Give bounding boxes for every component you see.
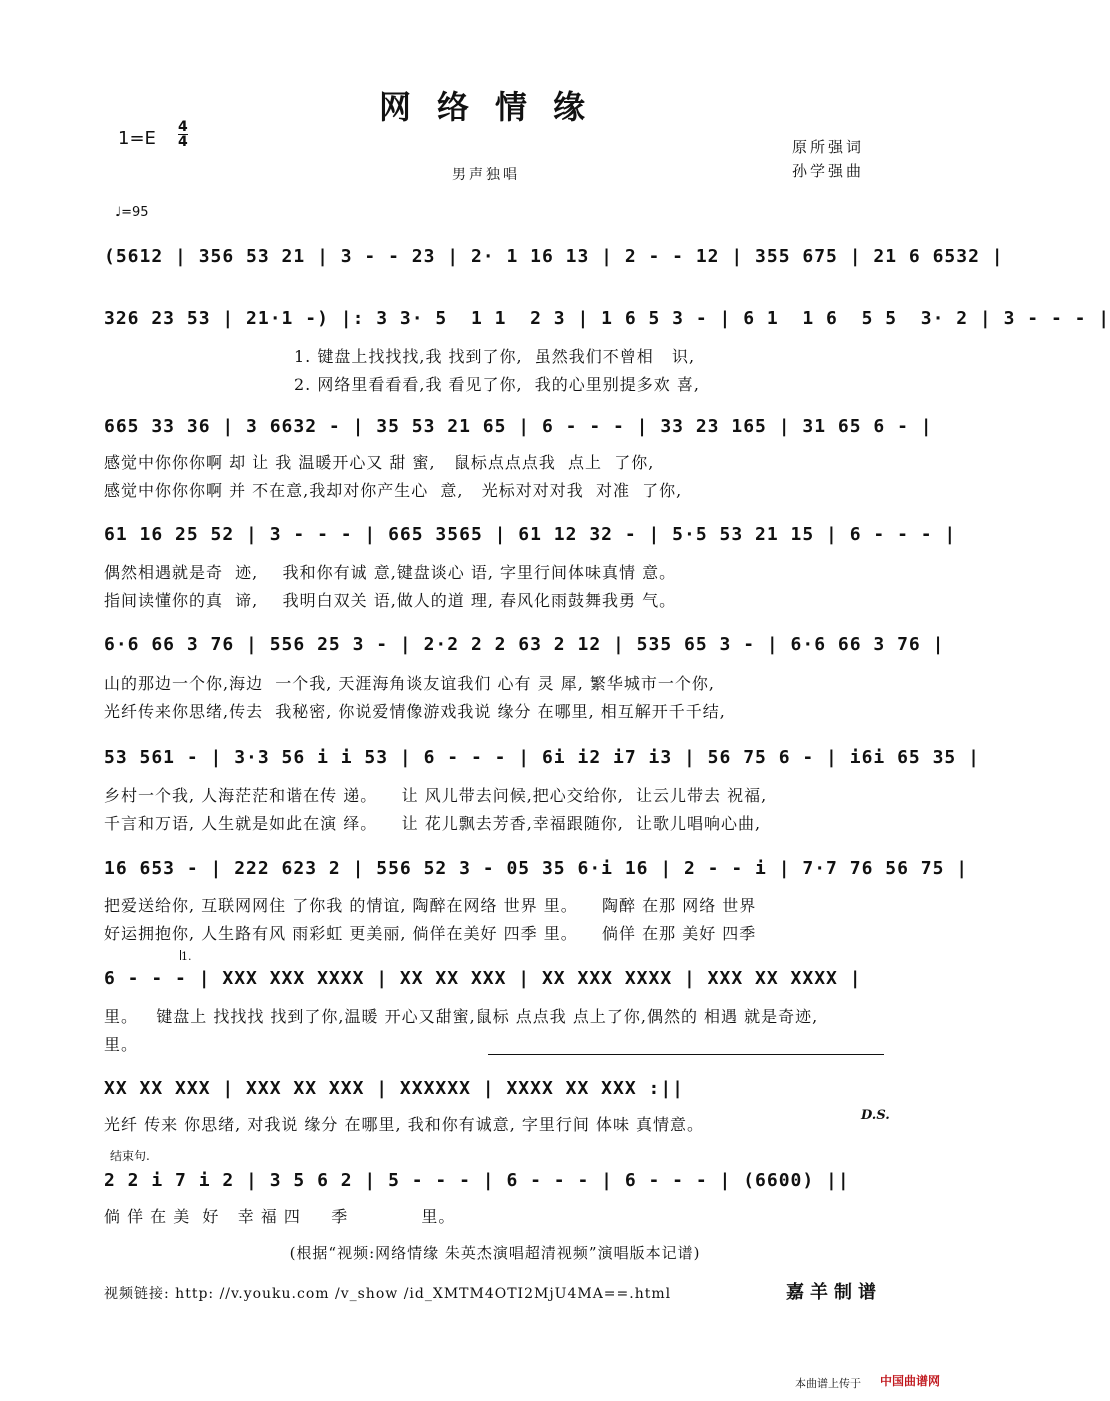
lyric-verse-1: 倘 佯 在 美 好 幸 福 四 季 里。 [104,1207,456,1226]
lyric-verse-2: 指间读懂你的真 谛, 我明白双关 语,做人的道 理, 春风化雨鼓舞我勇 气。 [104,591,677,610]
page-title: 网络情缘 [378,88,611,126]
notation-row: 16 653 - | 222 623 2 | 556 52 3 - 05 35 6·i 16 | 2 - - i | 7·7 76 56 75 | [104,858,969,879]
notation-row: 665 33 36 | 3 6632 - | 35 53 21 65 | 6 - - - | 33 23 165 | 31 65 6 - | [104,416,933,437]
upload-note: 本曲谱上传于 [795,1377,861,1390]
lyric-verse-1: 光纤 传来 你思绪, 对我说 缘分 在哪里, 我和你有诚意, 字里行间 体味 真情意。 [104,1115,705,1134]
video-link-url[interactable]: http: //v.youku.com /v_show /id_XMTM4OTI2MjU4MA==.html [175,1286,672,1302]
tempo-mark: ♩=95 [115,205,149,220]
notation-row: XX XX XXX | XXX XX XXX | XXXXXX | XXXX XX XXX :|| [104,1078,685,1099]
video-link [104,1283,671,1303]
lyric-verse-2: 好运拥抱你, 人生路有风 雨彩虹 更美丽, 倘佯在美好 四季 里。 倘佯 在那 美好 四季 [104,924,757,943]
lyric-verse-2: 2. 网络里看看看,我 看见了你, 我的心里别提多欢 喜, [294,375,700,394]
notation-row: (5612 | 356 53 21 | 3 - - 23 | 2· 1 16 13 | 2 - - 12 | 355 675 | 21 6 6532 | [104,246,1004,267]
lyricist: 原所强词 [792,138,865,156]
transcription-note: (根据“视频:网络情缘 朱英杰演唱超清视频”演唱版本记谱) [289,1244,701,1262]
lyric-verse-1: 乡村一个我, 人海茫茫和谐在传 递。 让 风儿带去问候,把心交给你, 让云儿带去 祝福, [104,786,768,805]
lyric-verse-1: 山的那边一个你,海边 一个我, 天涯海角谈友谊我们 心有 灵 犀, 繁华城市一个你, [104,674,715,693]
lyric-verse-2: 感觉中你你你啊 并 不在意,我却对你产生心 意, 光标对对对我 对准 了你, [104,481,683,500]
notation-row: 53 561 - | 3·3 56 i i 53 | 6 - - - | 6i i2 i7 i3 | 56 75 6 - | i6i 65 35 | [104,747,980,768]
lyric-verse-1: 里。 键盘上 找找找 找到了你,温暖 开心又甜蜜,鼠标 点点我 点上了你,偶然的 相遇 就是奇迹, [104,1007,819,1026]
lyric-verse-2: 千言和万语, 人生就是如此在演 绎。 让 花儿飘去芳香,幸福跟随你, 让歌儿唱响心曲, [104,814,762,833]
lyric-verse-1: 感觉中你你你啊 却 让 我 温暖开心又 甜 蜜, 鼠标点点点我 点上 了你, [104,453,655,472]
volta-label: 1. [181,950,192,963]
notation-row: 61 16 25 52 | 3 - - - | 665 3565 | 61 12 32 - | 5·5 53 21 15 | 6 - - - | [104,524,957,545]
key-signature: 1=E [118,128,156,149]
lyric-verse-2: 里。 [104,1035,139,1054]
notation-row: 326 23 53 | 21·1 -) |: 3 3· 5 1 1 2 3 | 1 6 5 3 - | 6 1 1 6 5 5 3· 2 | 3 - - - | [104,308,1110,329]
lyric-verse-1: 偶然相遇就是奇 迹, 我和你有诚 意,键盘谈心 语, 字里行间体味真情 意。 [104,563,677,582]
video-link-label: 视频链接: [104,1286,170,1302]
volta-bracket [180,950,891,963]
composer: 孙学强曲 [792,162,865,180]
meter-top: 4 [178,119,188,135]
performance-type: 男声独唱 [452,167,520,183]
site-logo[interactable]: 中国曲谱网 [880,1374,941,1388]
time-signature [178,120,188,149]
lyric-verse-1: 把爱送给你, 互联网网住 了你我 的情谊, 陶醉在网络 世界 里。 陶醉 在那 网络 世界 [104,896,757,915]
notation-row: 6 - - - | XXX XXX XXXX | XX XX XXX | XX XXX XXXX | XXX XX XXXX | [104,968,862,989]
notation-row: 2 2 i 7 i 2 | 3 5 6 2 | 5 - - - | 6 - - - | 6 - - - | (6600) || [104,1170,850,1191]
lyric-verse-1: 1. 键盘上找找找,我 找到了你, 虽然我们不曾相 识, [294,347,696,366]
meter-bottom: 4 [178,134,188,150]
notation-row: 6·6 66 3 76 | 556 25 3 - | 2·2 2 2 63 2 12 | 535 65 3 - | 6·6 66 3 76 | [104,634,945,655]
ending-label: 结束句. [110,1149,150,1163]
repeat-bracket [488,1054,884,1055]
transcriber-signature: 嘉羊制谱 [786,1282,882,1303]
dal-segno-mark: D.S. [861,1108,890,1123]
lyric-verse-2: 光纤传来你思绪,传去 我秘密, 你说爱情像游戏我说 缘分 在哪里, 相互解开千千结, [104,702,726,721]
